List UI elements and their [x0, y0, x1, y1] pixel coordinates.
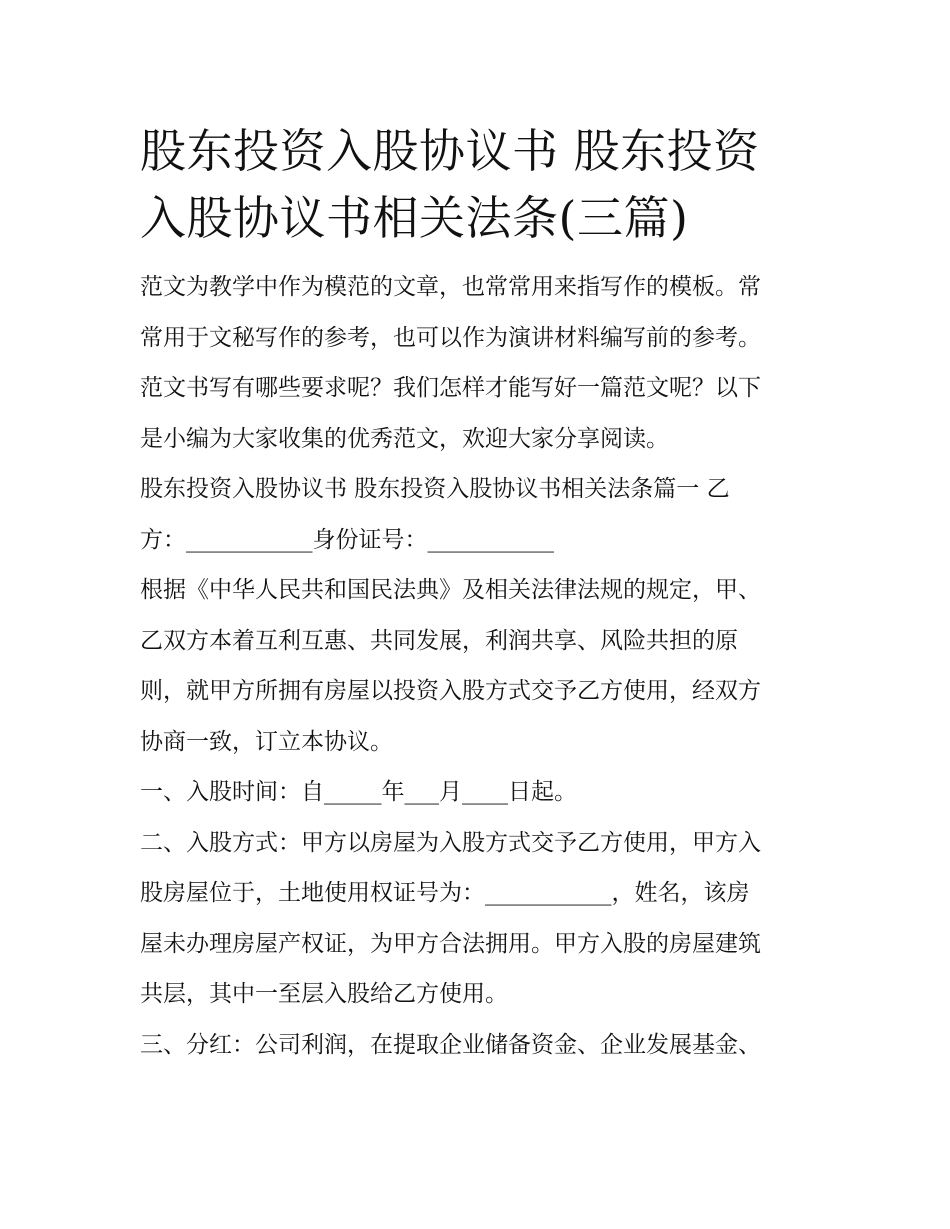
clause-2-paragraph [140, 818, 815, 1020]
preamble-paragraph [140, 565, 815, 767]
text-line: 一、入股时间：自_____年___月____日起。 [140, 779, 577, 805]
intro-paragraph [140, 262, 815, 464]
text-line: 是小编为大家收集的优秀范文，欢迎大家分享阅读。 [140, 425, 669, 452]
clause-3-paragraph [140, 1020, 815, 1071]
text-line: 范文书写有哪些要求呢？我们怎样才能写好一篇范文呢？以下 [140, 375, 761, 401]
document-body [140, 118, 815, 1070]
text-line: 三、分红：公司利润，在提取企业储备资金、企业发展基金、 [140, 1031, 761, 1058]
title-line: 股东投资入股协议书 股东投资 [140, 124, 760, 178]
text-line: 二、入股方式：甲方以房屋为入股方式交予乙方使用，甲方入 [140, 829, 761, 856]
section-heading-paragraph [140, 464, 815, 565]
text-line: 协商一致，订立本协议。 [140, 728, 393, 755]
text-line: 屋未办理房屋产权证，为甲方合法拥用。甲方入股的房屋建筑 [140, 930, 761, 957]
clause-1-paragraph [140, 767, 815, 818]
text-line: 范文为教学中作为模范的文章，也常常用来指写作的模板。常 [140, 274, 761, 300]
text-line: 则，就甲方所拥有房屋以投资入股方式交予乙方使用，经双方 [140, 678, 761, 704]
text-line: 股东投资入股协议书 股东投资入股协议书相关法条篇一 乙 [140, 476, 730, 502]
text-line: 股房屋位于，土地使用权证号为：___________，姓名，该房 [140, 880, 750, 906]
text-line: 乙双方本着互利互惠、共同发展，利润共享、风险共担的原 [140, 627, 738, 654]
document-title [140, 118, 815, 252]
text-line: 根据《中华人民共和国民法典》及相关法律法规的规定，甲、 [140, 577, 761, 603]
text-line: 共层，其中一至层入股给乙方使用。 [140, 981, 508, 1007]
title-line: 入股协议书相关法条(三篇) [140, 191, 689, 245]
text-line: 方：___________身份证号：___________ [140, 526, 554, 553]
text-line: 常用于文秘写作的参考，也可以作为演讲材料编写前的参考。 [140, 324, 761, 351]
